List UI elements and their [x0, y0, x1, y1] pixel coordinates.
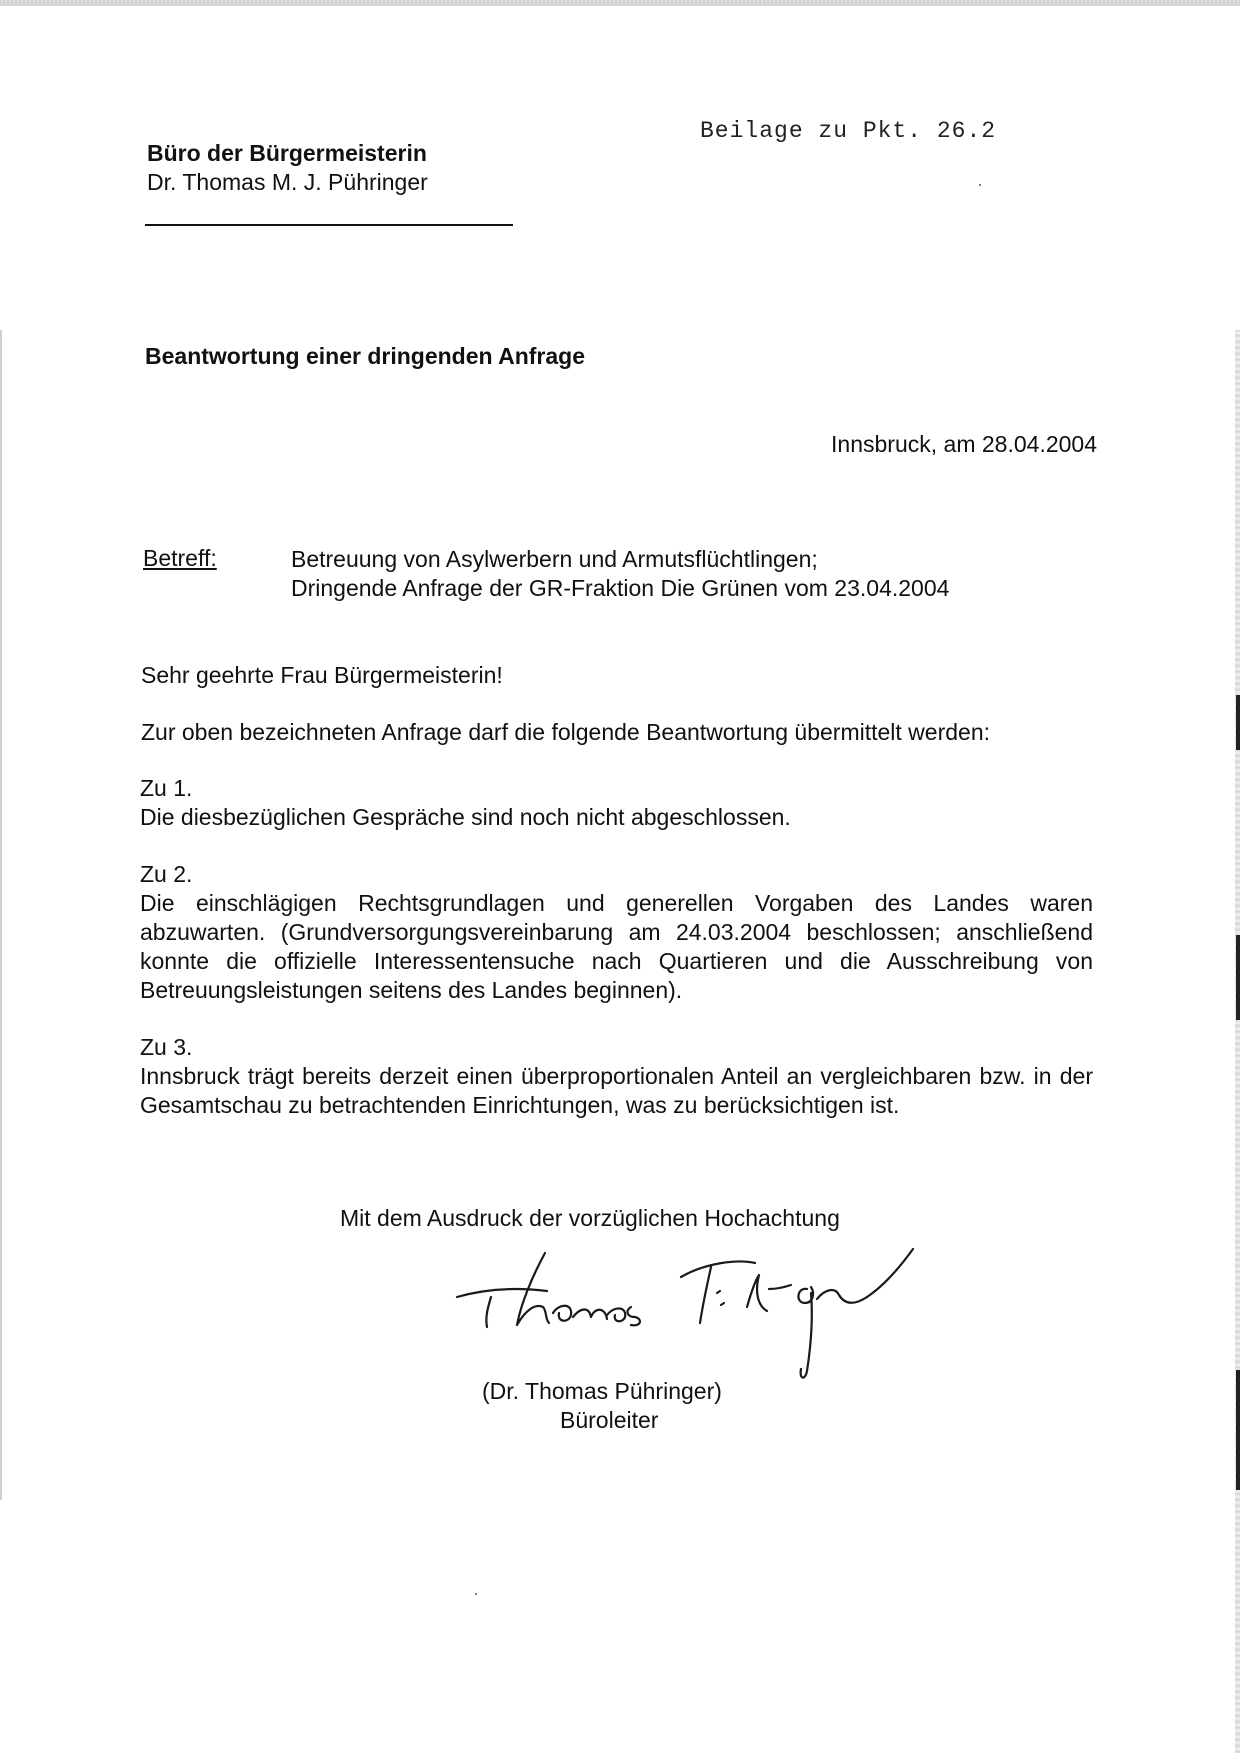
- answer-section-3: [140, 1033, 1093, 1120]
- section-text: Innsbruck trägt bereits derzeit einen überproportionalen Anteil an vergleichbaren bzw. in der Gesamtschau zu betrachtenden Einrichtungen, was zu berücksichtigen ist.: [140, 1063, 1093, 1118]
- answer-section-1: [140, 774, 1093, 832]
- scan-speck: [475, 1593, 477, 1595]
- scan-edge-right: [1235, 330, 1240, 1753]
- section-text: Die diesbezüglichen Gespräche sind noch nicht abgeschlossen.: [140, 804, 791, 830]
- subject-line-2: Dringende Anfrage der GR-Fraktion Die Grünen vom 23.04.2004: [291, 575, 950, 601]
- scan-speck: [979, 184, 981, 186]
- place-date: Innsbruck, am 28.04.2004: [831, 431, 1097, 457]
- attachment-stamp: Beilage zu Pkt. 26.2: [700, 118, 997, 144]
- intro-paragraph: Zur oben bezeichneten Anfrage darf die folgende Beantwortung übermittelt werden:: [141, 719, 991, 745]
- salutation: Sehr geehrte Frau Bürgermeisterin!: [141, 662, 503, 688]
- scan-edge-mark: [1236, 935, 1240, 1020]
- section-heading: Zu 2.: [140, 861, 193, 887]
- letterhead-office: Büro der Bürgermeisterin: [147, 140, 427, 166]
- closing-formula: Mit dem Ausdruck der vorzüglichen Hochachtung: [340, 1205, 840, 1231]
- section-heading: Zu 3.: [140, 1034, 193, 1060]
- signer-role: Büroleiter: [560, 1407, 659, 1433]
- letterhead-rule: [145, 224, 513, 226]
- subject-lines: [291, 545, 949, 603]
- letterhead-name: Dr. Thomas M. J. Pühringer: [147, 169, 428, 195]
- scan-edge-left: [0, 330, 2, 1500]
- signer-name: (Dr. Thomas Pühringer): [482, 1378, 722, 1404]
- scan-edge-mark: [1236, 695, 1240, 750]
- section-heading: Zu 1.: [140, 775, 193, 801]
- subject-line-1: Betreuung von Asylwerbern und Armutsflüchtlingen;: [291, 546, 818, 572]
- scan-edge-top: [0, 0, 1240, 6]
- handwritten-signature: [455, 1245, 1015, 1395]
- document-title: Beantwortung einer dringenden Anfrage: [145, 343, 586, 369]
- answer-section-2: [140, 860, 1093, 1005]
- scan-edge-mark: [1236, 1370, 1240, 1490]
- section-text: Die einschlägigen Rechtsgrundlagen und generellen Vorgaben des Landes waren abzuwarten. (Grundversorgungsvereinbarung am 24.03.2004 beschlossen; anschließend konnte die offizielle Interessentensuche nach Quartieren und die Ausschreibung von Betreuungsleistungen seitens des Landes beginnen).: [140, 890, 1093, 1003]
- subject-label: Betreff:: [143, 545, 217, 571]
